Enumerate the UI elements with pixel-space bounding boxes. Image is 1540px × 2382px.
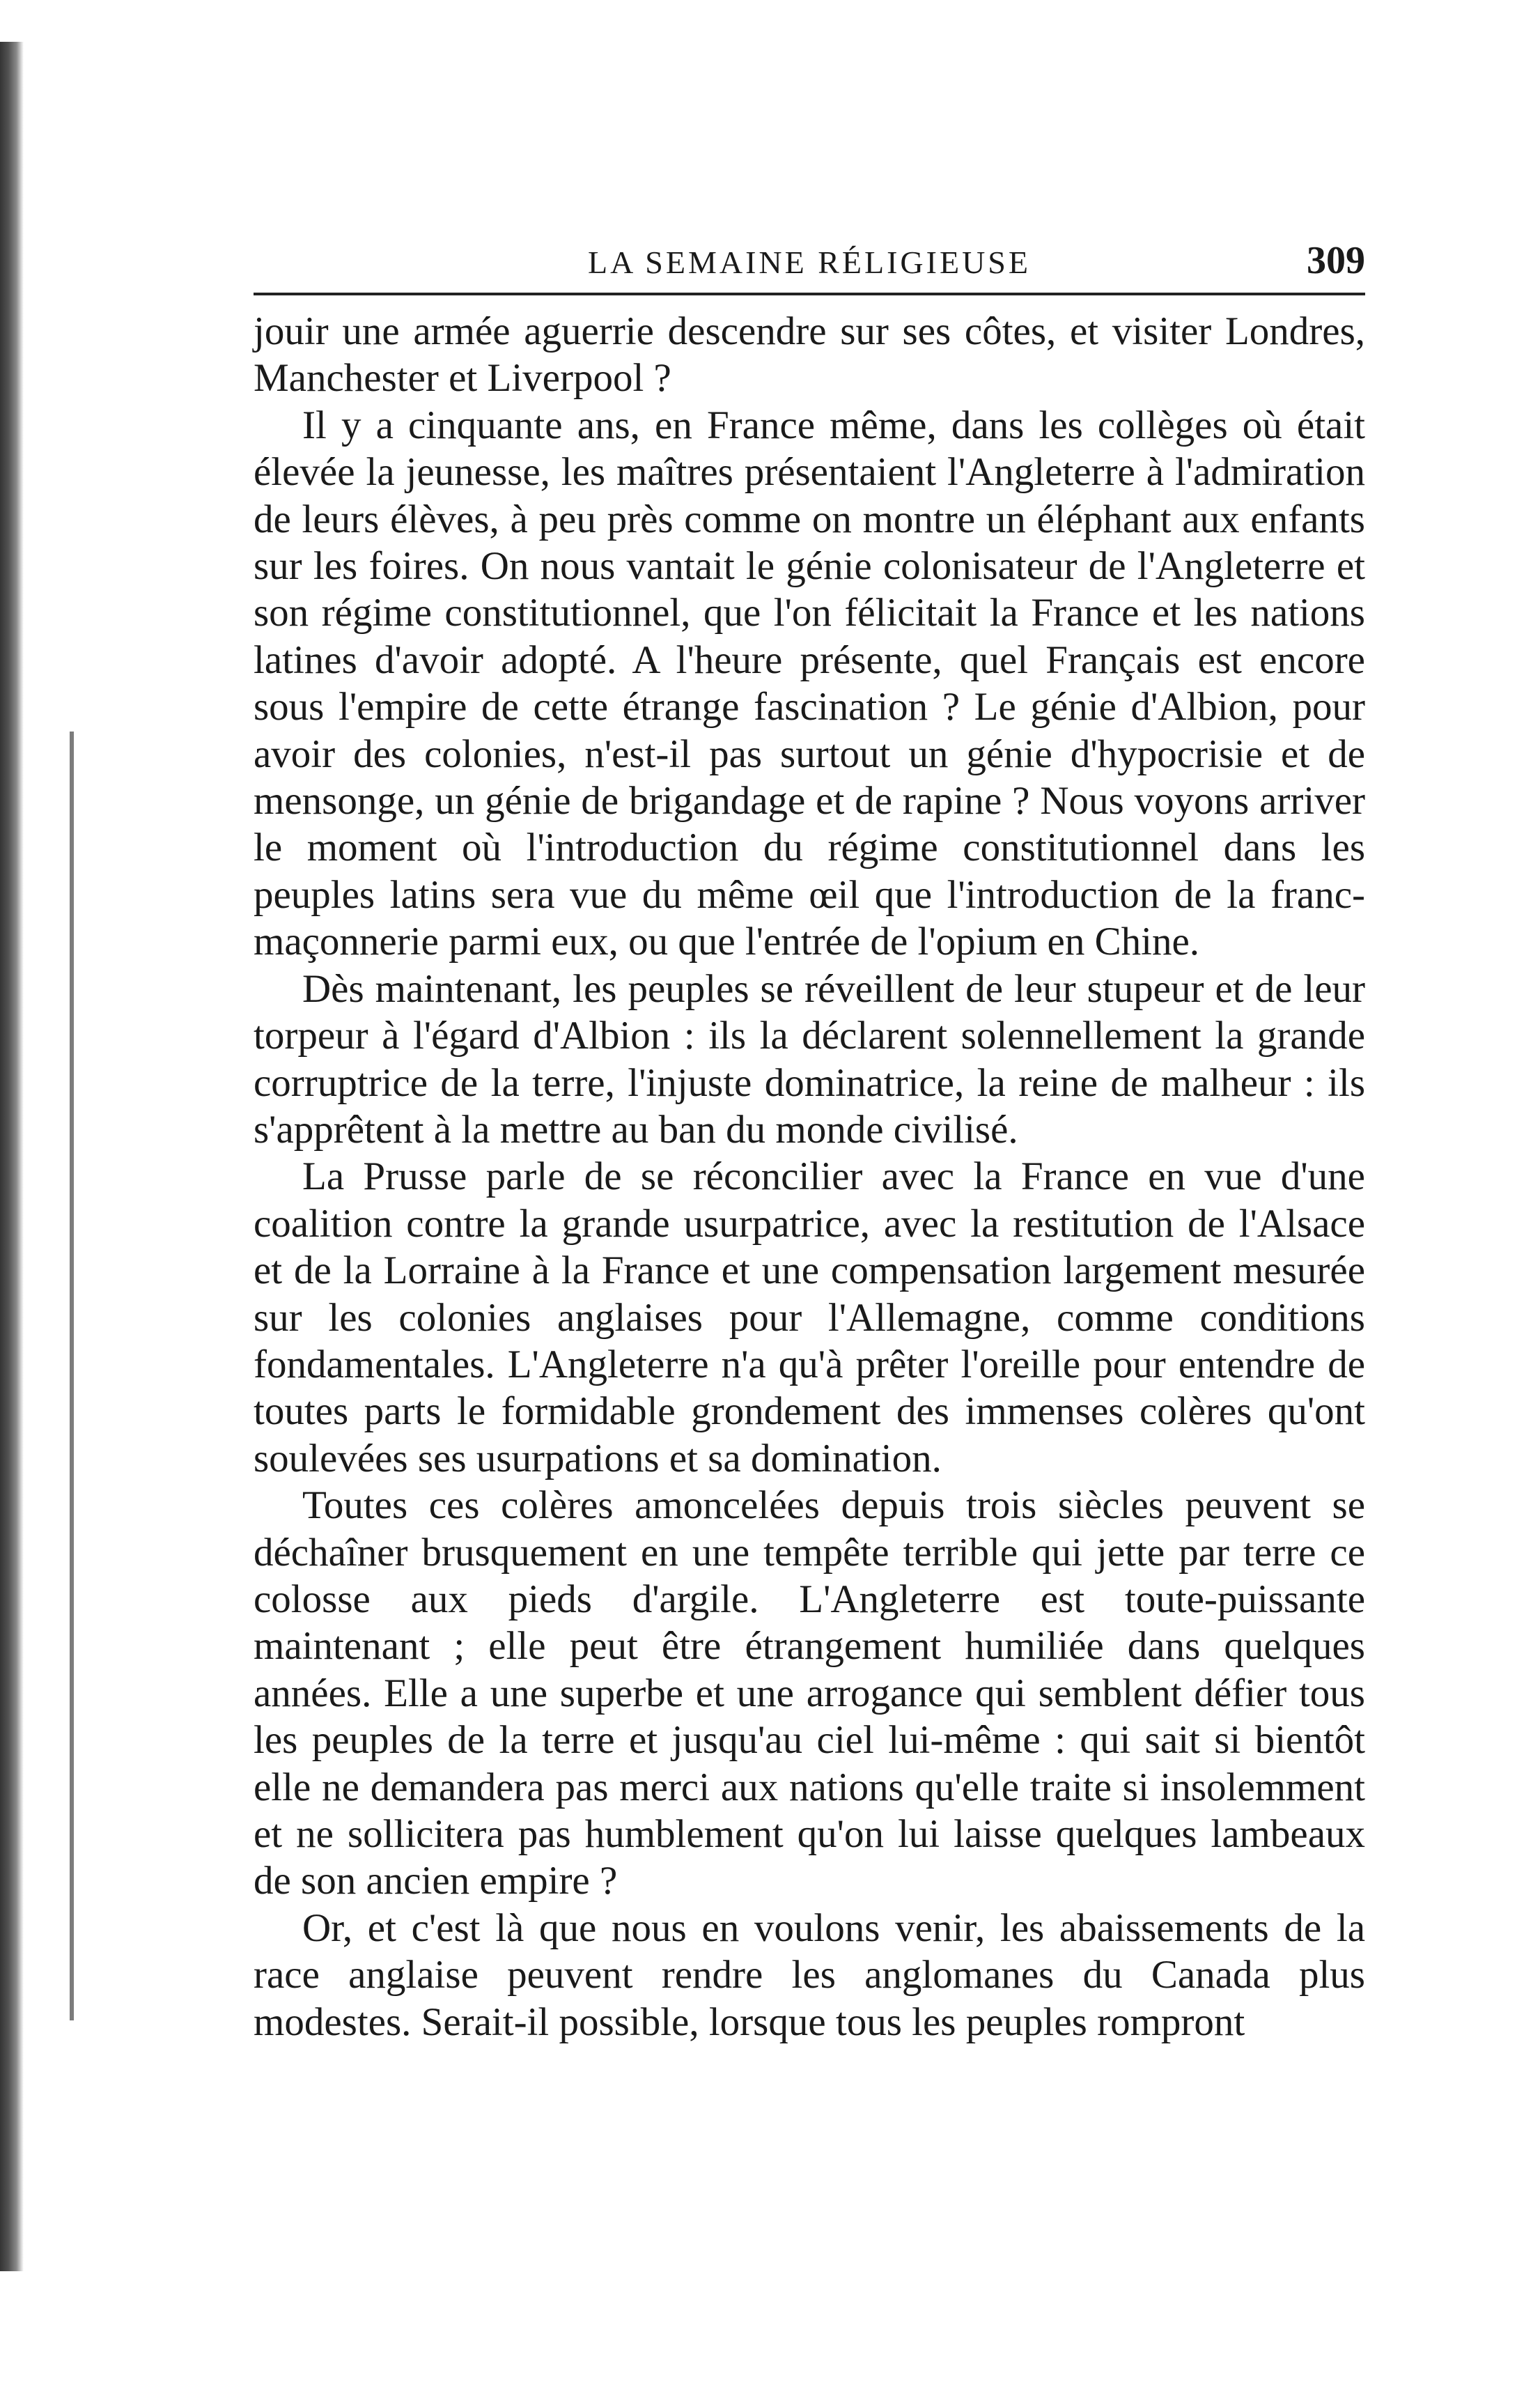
paragraph: Toutes ces colères amoncelées depuis trois siècles peuvent se déchaîner brusquement en une tempête terrible qui jette par terre ce colosse aux pieds d'argile. L'Angleterre est toute-puissante maintenant ; elle peut être étrangement humiliée dans quelques années. Elle a une superbe et une arrogance qui semblent défier tous les peuples de la terre et jusqu'au ciel lui-même : qui sait si bientôt elle ne demandera pas merci aux nations qu'elle traite si insolemment et ne sollicitera pas humblement qu'on lui laisse quelques lambeaux de son ancien empire ? [254, 1483, 1365, 1903]
paragraph: Dès maintenant, les peuples se réveillent de leur stupeur et de leur torpeur à l'égard d'Albion : ils la déclarent solennellement la grande corruptrice de la terre, l'injuste dominatrice, la reine de malheur : ils s'apprêtent à la mettre au ban du monde civilisé. [254, 966, 1365, 1152]
paragraph: Or, et c'est là que nous en voulons venir, les abaissements de la race anglaise peuvent rendre les anglomanes du Canada plus modestes. Serait-il possible, lorsque tous les peuples rompront [254, 1905, 1365, 2044]
running-head [254, 230, 1365, 295]
binding-shadow-line [70, 732, 74, 2020]
running-title: LA SEMAINE RÉLIGIEUSE [588, 245, 1031, 280]
paragraph: jouir une armée aguerrie descendre sur ses côtes, et visiter Londres, Manchester et Liverpool ? [254, 309, 1365, 401]
paragraph: La Prusse parle de se réconcilier avec la France en vue d'une coalition contre la grande usurpatrice, avec la restitution de l'Alsace et de la Lorraine à la France et une compensation largement mesurée sur les colonies anglaises pour l'Allemagne, comme conditions fondamentales. L'Angleterre n'a qu'à prêter l'oreille pour entendre de toutes parts le formidable grondement des immenses colères qu'ont soulevées ses usurpations et sa domination. [254, 1154, 1365, 1480]
body-text [254, 308, 1365, 2045]
page-number: 309 [1307, 239, 1365, 282]
book-page [254, 230, 1365, 2045]
binding-shadow [0, 42, 24, 2271]
paragraph: Il y a cinquante ans, en France même, dans les collèges où était élevée la jeunesse, les maîtres présentaient l'Angleterre à l'admiration de leurs élèves, à peu près comme on montre un éléphant aux enfants sur les foires. On nous vantait le génie colonisateur de l'Angleterre et son régime constitutionnel, que l'on félicitait la France et les nations latines d'avoir adopté. A l'heure présente, quel Français est encore sous l'empire de cette étrange fascination ? Le génie d'Albion, pour avoir des colonies, n'est-il pas surtout un génie d'hypocrisie et de mensonge, un génie de brigandage et de rapine ? Nous voyons arriver le moment où l'introduction du régime constitutionnel dans les peuples latins sera vue du même œil que l'introduction de la franc-maçonnerie parmi eux, ou que l'entrée de l'opium en Chine. [254, 403, 1365, 964]
